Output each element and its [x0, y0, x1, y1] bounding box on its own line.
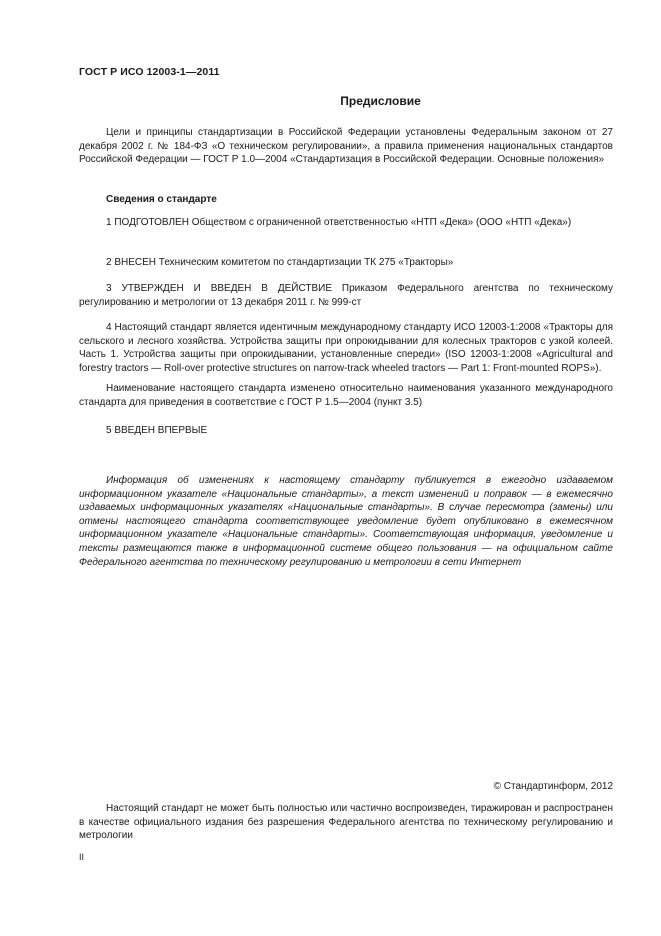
title-text: Предисловие [340, 94, 421, 108]
item-2: 2 ВНЕСЕН Техническим комитетом по стандартизации ТК 275 «Тракторы» [106, 257, 454, 268]
info-notice: Информация об изменениях к настоящему стандарту публикуется в ежегодно издаваемом информационном указателе «Национальные стандарты», а текст изменений и поправок — в ежемесячно издаваемых информационных указателях «Национальные стандарты». В случае пересмотра (замены) или отмены настоящего стандарта соответствующее уведомление будет опубликовано в ежемесячном информационном указателе «Национальные стандарты». Соответствующая информация, уведомление и тексты размещаются также в информационной системе общего пользования — на официальном сайте Федерального агентства по техническому регулированию и метрологии в сети Интернет [79, 475, 613, 568]
item-4-note: Наименование настоящего стандарта изменено относительно наименования указанного международного стандарта для приведения в соответствие с ГОСТ Р 1.5—2004 (пункт 3.5) [79, 383, 613, 408]
copyright-line: © Стандартинформ, 2012 [493, 781, 613, 792]
reproduction-notice: Настоящий стандарт не может быть полностью или частично воспроизведен, тиражирован и распространен в качестве официального издания без разрешения Федерального агентства по техническому регулированию и метрологии [79, 803, 613, 842]
intro-paragraph: Цели и принципы стандартизации в Российской Федерации установлены Федеральным законом от 27 декабря 2002 г. № 184-ФЗ «О техническом регулировании», а правила применения национальных стандартов Российской Федерации — ГОСТ Р 1.0—2004 «Стандартизация в Российской Федерации. Основные положения» [79, 127, 613, 166]
item-1: 1 ПОДГОТОВЛЕН Обществом с ограниченной ответственностью «НТП «Дека» (ООО «НТП «Дека») [106, 217, 572, 228]
item-5: 5 ВВЕДЕН ВПЕРВЫЕ [106, 425, 208, 436]
item-3: 3 УТВЕРЖДЕН И ВВЕДЕН В ДЕЙСТВИЕ Приказом Федерального агентства по техническому регулированию и метрологии от 13 декабря 2011 г. № 999-ст [79, 283, 613, 308]
page-number: II [79, 852, 85, 862]
page-title [79, 94, 613, 108]
item-4: 4 Настоящий стандарт является идентичным международному стандарту ИСО 12003-1:2008 «Тракторы для сельского и лесного хозяйства. Устройства защиты при опрокидывании для колесных тракторов с узкой колеей. Часть 1. Устройства защиты при опрокидывании, установленные спереди» (ISO 12003-1:2008 «Agricultural and forestry tractors — Roll-over protective structures on narrow-track wheeled tractors — Part 1: Front-mounted ROPS»). [79, 322, 613, 374]
section-heading: Сведения о стандарте [106, 194, 217, 205]
document-header: ГОСТ Р ИСО 12003-1—2011 [79, 66, 220, 78]
